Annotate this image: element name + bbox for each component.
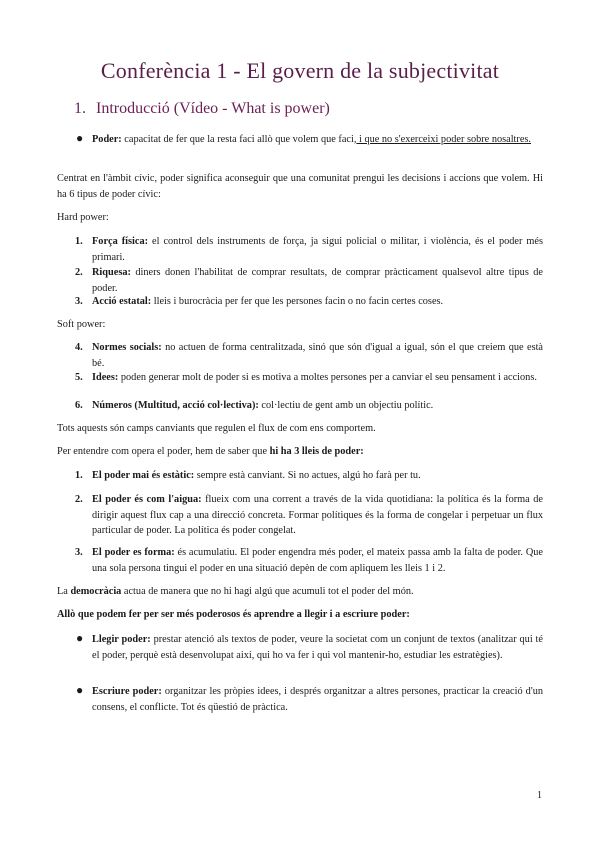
term: Riquesa: — [92, 267, 131, 278]
term: Poder: — [92, 134, 122, 145]
list-item — [75, 632, 543, 663]
bullet-marker: ● — [76, 131, 84, 145]
definition: no actuen de forma centralitzada, sinó que són d'igual a igual, són el que creiem que està bé. — [92, 342, 544, 369]
list-item — [75, 265, 543, 296]
item-number: 3. — [75, 296, 83, 307]
list-item — [75, 340, 543, 371]
term: El poder mai és estàtic: — [92, 470, 195, 481]
paragraph: Centrat en l'àmbit cívic, poder significa aconseguir que una comunitat prengui les decisions i accions que volem. Hi ha 6 tipus de poder cívic: — [57, 173, 543, 200]
soft-power-label: Soft power: — [57, 319, 106, 330]
term: Força física: — [92, 236, 149, 247]
definition: lleis i burocràcia per fer que les persones facin o no facin certes coses. — [151, 296, 444, 307]
item-number: 5. — [75, 372, 83, 383]
paragraph: Tots aquests són camps canviants que regulen el flux de com ens comportem. — [57, 423, 376, 434]
definition: diners donen l'habilitat de comprar resultats, de comprar pràcticament qualsevol altre tipus de poder. — [92, 267, 543, 294]
emphasis: democràcia — [70, 586, 122, 597]
list-item — [75, 132, 543, 148]
paragraph — [57, 444, 543, 460]
list-item — [75, 294, 543, 310]
term: Acció estatal: — [92, 296, 152, 307]
definition: prestar atenció als textos de poder, veure la societat com un conjunt de textos (analitzar qui té el poder, perquè està desenvolupat així, qui ho va fer i qui vol mantenir-ho, estudiar les estratègies). — [92, 634, 543, 661]
definition: sempre està canviant. Si no actues, algú ho farà per tu. — [194, 470, 421, 481]
list-item — [75, 545, 543, 576]
definition: capacitat de fer que la resta faci allò que volem que faci, — [121, 134, 357, 145]
paragraph — [57, 584, 543, 600]
term: Números (Multitud, acció col·lectiva): — [92, 400, 259, 411]
paragraph: Allò que podem fer per ser més poderosos és aprendre a llegir i a escriure poder: — [57, 609, 410, 620]
item-number: 3. — [75, 547, 83, 558]
definition: poden generar molt de poder si es motiva a moltes persones per a canviar el seu pensament i accions. — [118, 372, 537, 383]
definition: flueix com una corrent a través de la vida quotidiana: la política és la forma de dirigir aquest flux cap a una direcció concreta. Formar polítiques és la forma de congelar i perpetuar un flux particular de poder. La política és poder congelat. — [92, 494, 543, 536]
bullet-marker: ● — [76, 683, 84, 697]
section-title: Introducció (Vídeo - What is power) — [96, 100, 330, 117]
term: Idees: — [92, 372, 119, 383]
definition: és acumulatiu. El poder engendra més poder, el mateix passa amb la falta de poder. Que una sola persona tingui el poder en una situació depèn de com apliquem les lleis 1 i 2. — [92, 547, 543, 574]
text: actua de manera que no hi hagi algú que acumuli tot el poder del món. — [121, 586, 414, 597]
page-number: 1 — [537, 790, 542, 801]
item-number: 2. — [75, 494, 83, 505]
text: La — [57, 586, 71, 597]
item-number: 4. — [75, 342, 83, 353]
emphasis: hi ha 3 lleis de poder: — [269, 446, 364, 457]
definition: col·lectiu de gent amb un objectiu polític. — [258, 400, 434, 411]
hard-power-label: Hard power: — [57, 212, 109, 223]
item-number: 2. — [75, 267, 83, 278]
list-item — [75, 370, 543, 386]
definition: el control dels instruments de força, ja sigui policial o militar, i violència, és el poder més primari. — [92, 236, 543, 263]
definition: organitzar les pròpies idees, i després organitzar a altres persones, practicar la creació d'un consens, el conflicte. Tot és qüestió de pràctica. — [92, 686, 543, 713]
item-number: 1. — [75, 236, 83, 247]
list-item — [75, 684, 543, 715]
list-item — [75, 468, 543, 484]
section-number: 1. — [74, 100, 86, 117]
term: Escriure poder: — [92, 686, 162, 697]
term: Normes socials: — [92, 342, 162, 353]
list-item — [75, 234, 543, 265]
item-number: 1. — [75, 470, 83, 481]
underlined-text: i que no s'exerceixi poder sobre nosaltres. — [356, 134, 531, 145]
term: Llegir poder: — [92, 634, 151, 645]
item-number: 6. — [75, 400, 83, 411]
bullet-marker: ● — [76, 631, 84, 645]
text: Per entendre com opera el poder, hem de saber que — [57, 446, 270, 457]
list-item — [75, 492, 543, 539]
section-heading — [74, 100, 330, 118]
list-item — [75, 398, 543, 414]
term: El poder es forma: — [92, 547, 175, 558]
term: El poder és com l'aigua: — [92, 494, 202, 505]
page-title: Conferència 1 - El govern de la subjectivitat — [100, 58, 500, 83]
